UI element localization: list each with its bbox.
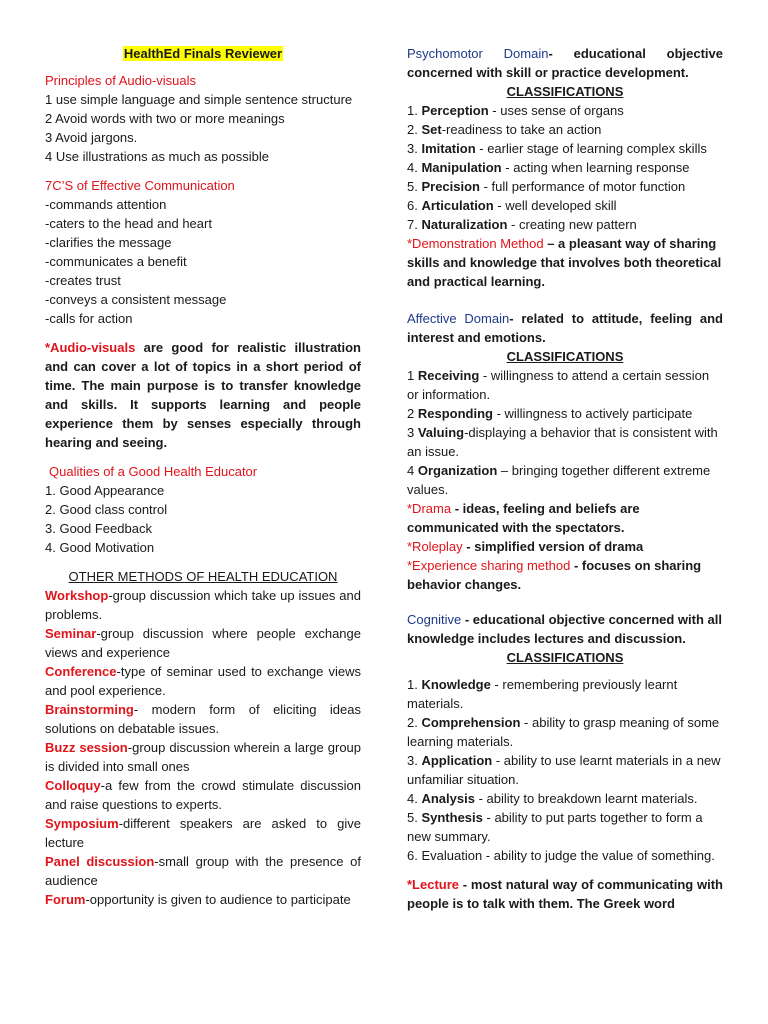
list-item: -conveys a consistent message [45, 292, 227, 307]
demonstration-method: *Demonstration Method – a pleasant way of sharing skills and knowledge that involves both theoretical and practical learning. [407, 236, 722, 289]
method-item: Colloquy-a few from the crowd stimulate discussion and raise questions to experts. [45, 778, 361, 812]
list-item: 4 Use illustrations as much as possible [45, 149, 269, 164]
method-item: Symposium-different speakers are asked to give lecture [45, 816, 361, 850]
list-item: 7. Naturalization - creating new pattern [407, 217, 637, 232]
list-item: 3. Good Feedback [45, 521, 152, 536]
cognitive-list [407, 675, 723, 865]
method-item: Brainstorming- modern form of eliciting ideas solutions on debatable issues. [45, 702, 361, 736]
seven-cs-heading: 7C’S of Effective Communication [45, 178, 235, 193]
list-item: 4 Organization – bringing together different extreme values. [407, 463, 711, 497]
method-item: Conference-type of seminar used to exchange views and pool experience. [45, 664, 361, 698]
audio-visuals-paragraph: *Audio-visuals are good for realistic illustration and can cover a lot of topics in a short period of time. The main purpose is to transfer knowledge and skills. It supports learning and people experience them by senses especially through hearing and seeing. [45, 340, 361, 450]
list-item: 3 Valuing-displaying a behavior that is consistent with an issue. [407, 425, 718, 459]
list-item: 2. Comprehension - ability to grasp meaning of some learning materials. [407, 715, 720, 749]
list-item: 5. Precision - full performance of motor function [407, 179, 686, 194]
other-methods-list [45, 586, 361, 909]
list-item: -communicates a benefit [45, 254, 187, 269]
affective-methods [407, 499, 723, 594]
method-item: Seminar-group discussion where people exchange views and experience [45, 626, 361, 660]
list-item: 3. Application - ability to use learnt materials in a new unfamiliar situation. [407, 753, 721, 787]
classifications-heading: CLASSIFICATIONS [506, 349, 624, 364]
list-item: 2 Avoid words with two or more meanings [45, 111, 285, 126]
qualities-list [45, 481, 361, 557]
list-item: -commands attention [45, 197, 167, 212]
list-item: 4. Manipulation - acting when learning response [407, 160, 690, 175]
list-item: 3 Avoid jargons. [45, 130, 138, 145]
list-item: 6. Evaluation - ability to judge the value of something. [407, 848, 715, 863]
method-item: Panel discussion-small group with the presence of audience [45, 854, 362, 888]
other-methods-heading: OTHER METHODS OF HEALTH EDUCATION [68, 569, 338, 584]
method-item: *Roleplay - simplified version of drama [407, 539, 644, 554]
method-item: Buzz session-group discussion wherein a large group is divided into small ones [45, 740, 362, 774]
affective-definition: Affective Domain- related to attitude, feeling and interest and emotions. [407, 311, 723, 345]
list-item: -clarifies the message [45, 235, 172, 250]
list-item: 1. Perception - uses sense of organs [407, 103, 624, 118]
list-item: 2. Set-readiness to take an action [407, 122, 602, 137]
list-item: 1 Receiving - willingness to attend a certain session or information. [407, 368, 710, 402]
qualities-heading: Qualities of a Good Health Educator [49, 464, 258, 479]
method-item: Workshop-group discussion which take up issues and problems. [45, 588, 361, 622]
list-item: 6. Articulation - well developed skill [407, 198, 617, 213]
psychomotor-definition: Psychomotor Domain- educational objective concerned with skill or practice development. [407, 46, 723, 80]
psychomotor-list [407, 101, 723, 234]
principles-list [45, 90, 361, 166]
list-item: -calls for action [45, 311, 133, 326]
list-item: 2. Good class control [45, 502, 168, 517]
list-item: -caters to the head and heart [45, 216, 212, 231]
affective-list [407, 366, 723, 499]
list-item: 4. Analysis - ability to breakdown learnt materials. [407, 791, 698, 806]
list-item: 1 use simple language and simple sentence structure [45, 92, 353, 107]
left-column [45, 44, 361, 909]
list-item: 2 Responding - willingness to actively participate [407, 406, 693, 421]
list-item: 1. Good Appearance [45, 483, 165, 498]
cognitive-definition: Cognitive - educational objective concerned with all knowledge includes lectures and discussion. [407, 612, 722, 646]
method-item: Forum-opportunity is given to audience to participate [45, 892, 351, 907]
principles-heading: Principles of Audio-visuals [45, 73, 197, 88]
right-column [407, 44, 723, 913]
lecture-paragraph: *Lecture - most natural way of communicating with people is to talk with them. The Greek word [407, 877, 723, 911]
document-title: HealthEd Finals Reviewer [123, 46, 283, 61]
classifications-heading: CLASSIFICATIONS [506, 650, 624, 665]
list-item: 3. Imitation - earlier stage of learning complex skills [407, 141, 707, 156]
seven-cs-list [45, 195, 361, 328]
method-item: *Drama - ideas, feeling and beliefs are communicated with the spectators. [407, 501, 640, 535]
list-item: 4. Good Motivation [45, 540, 155, 555]
classifications-heading: CLASSIFICATIONS [506, 84, 624, 99]
list-item: 5. Synthesis - ability to put parts together to form a new summary. [407, 810, 703, 844]
list-item: 1. Knowledge - remembering previously learnt materials. [407, 677, 678, 711]
list-item: -creates trust [45, 273, 121, 288]
method-item: *Experience sharing method - focuses on sharing behavior changes. [407, 558, 702, 592]
